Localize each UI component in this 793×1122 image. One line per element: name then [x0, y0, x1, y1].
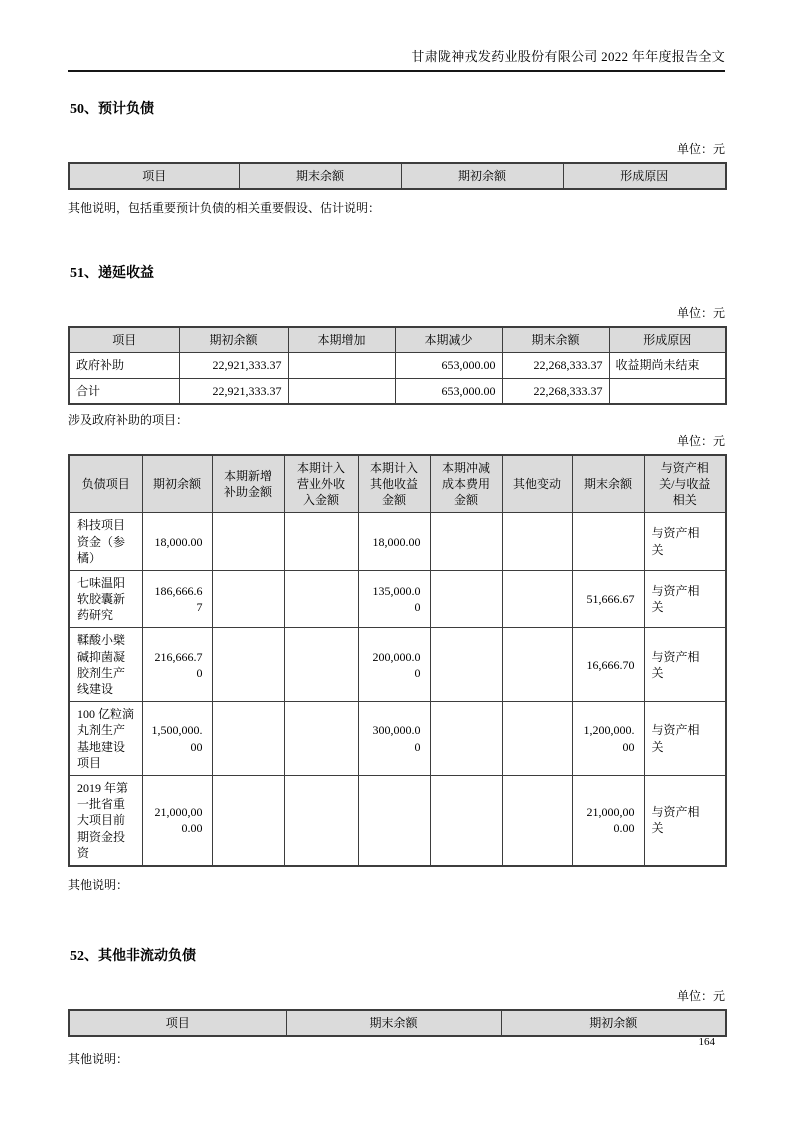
- table-cell: 鞣酸小檗碱抑菌凝胶剂生产线建设: [69, 628, 142, 702]
- table-header-row: [69, 327, 726, 353]
- header-cell: 项目: [69, 1010, 286, 1036]
- table-cell: [212, 628, 284, 702]
- table-cell: 200,000.00: [358, 628, 430, 702]
- header-cell: 本期冲减成本费用金额: [430, 455, 502, 513]
- header-cell: 本期新增补助金额: [212, 455, 284, 513]
- table-cell: [572, 513, 644, 571]
- table-cell: 合计: [69, 378, 179, 404]
- table-cell: 2019 年第一批省重大项目前期资金投资: [69, 775, 142, 865]
- table-cell: 22,921,333.37: [179, 353, 288, 378]
- table-cell: 与资产相关: [644, 570, 726, 628]
- section-51-note: 其他说明：: [68, 877, 129, 892]
- table-cell: 1,200,000.00: [572, 702, 644, 776]
- header-cell: 期初余额: [179, 327, 288, 353]
- table-row: [69, 628, 726, 702]
- table-cell: 18,000.00: [358, 513, 430, 571]
- table-cell: [284, 628, 358, 702]
- header-cell: 形成原因: [563, 163, 726, 189]
- table-cell: [288, 378, 395, 404]
- government-grant-projects-label: 涉及政府补助的项目：: [68, 412, 189, 427]
- table-cell: 18,000.00: [142, 513, 212, 571]
- table-cell: 653,000.00: [395, 378, 502, 404]
- table-cell: [502, 775, 572, 865]
- header-cell: 期末余额: [239, 163, 401, 189]
- table-cell: [284, 513, 358, 571]
- table-row: [69, 378, 726, 404]
- header-cell: 项目: [69, 327, 179, 353]
- table-cell: [430, 702, 502, 776]
- table-header-row: [69, 163, 726, 189]
- table-cell: [212, 513, 284, 571]
- table-cell: [212, 702, 284, 776]
- table-cell: 135,000.00: [358, 570, 430, 628]
- header-cell: 本期增加: [288, 327, 395, 353]
- table-cell: [502, 570, 572, 628]
- table-cell: [284, 570, 358, 628]
- table-cell: [430, 513, 502, 571]
- header-cell: 其他变动: [502, 455, 572, 513]
- header-cell: 本期计入其他收益金额: [358, 455, 430, 513]
- unit-label-50: 单位：元: [676, 142, 725, 156]
- table-cell: [430, 628, 502, 702]
- table-cell: 21,000,000.00: [142, 775, 212, 865]
- table-cell: 186,666.67: [142, 570, 212, 628]
- table-cell: 科技项目资金（参橘）: [69, 513, 142, 571]
- table-cell: 653,000.00: [395, 353, 502, 378]
- table-cell: 22,921,333.37: [179, 378, 288, 404]
- header-cell: 负债项目: [69, 455, 142, 513]
- table-cell: 16,666.70: [572, 628, 644, 702]
- government-grant-projects-table: [68, 454, 727, 867]
- unit-label-51b: 单位：元: [676, 433, 725, 448]
- table-cell: [430, 570, 502, 628]
- table-header-row: [69, 455, 726, 513]
- table-cell: 与资产相关: [644, 775, 726, 865]
- table-cell: [284, 775, 358, 865]
- table-row: [69, 702, 726, 776]
- section-52-heading: 52、其他非流动负债: [70, 948, 196, 964]
- deferred-income-table: [68, 326, 727, 405]
- page-number: 164: [698, 1036, 715, 1048]
- table-cell: 22,268,333.37: [502, 378, 609, 404]
- table-row: [69, 513, 726, 571]
- unit-label-52: 单位：元: [676, 988, 725, 1003]
- header-cell: 期初余额: [142, 455, 212, 513]
- other-noncurrent-liabilities-table: [68, 1009, 727, 1037]
- table-cell: [430, 775, 502, 865]
- table-cell: 收益期尚未结束: [609, 353, 726, 378]
- table-cell: 22,268,333.37: [502, 353, 609, 378]
- table-cell: [502, 628, 572, 702]
- header-cell: 本期减少: [395, 327, 502, 353]
- table-row: [69, 353, 726, 378]
- table-cell: 与资产相关: [644, 702, 726, 776]
- unit-label-51: 单位：元: [676, 306, 725, 321]
- section-51-heading: 51、递延收益: [70, 266, 154, 282]
- estimated-liabilities-table: [68, 162, 727, 190]
- table-cell: [212, 775, 284, 865]
- table-cell: [358, 775, 430, 865]
- table-cell: 1,500,000.00: [142, 702, 212, 776]
- report-header-title: 甘肃陇神戎发药业股份有限公司 2022 年年度报告全文: [68, 46, 725, 72]
- table-cell: 51,666.67: [572, 570, 644, 628]
- table-cell: 政府补助: [69, 353, 179, 378]
- table-cell: [288, 353, 395, 378]
- table-cell: 21,000,000.00: [572, 775, 644, 865]
- table-row: [69, 775, 726, 865]
- header-cell: 项目: [69, 163, 239, 189]
- section-50-note: 其他说明，包括重要预计负债的相关重要假设、估计说明：: [68, 201, 381, 216]
- section-52-note: 其他说明：: [68, 1052, 129, 1067]
- header-cell: 期初余额: [501, 1010, 726, 1036]
- table-cell: [212, 570, 284, 628]
- table-header-row: [69, 1010, 726, 1036]
- table-cell: 100 亿粒滴丸剂生产基地建设项目: [69, 702, 142, 776]
- table-cell: 300,000.00: [358, 702, 430, 776]
- table-row: [69, 570, 726, 628]
- table-cell: [502, 513, 572, 571]
- header-cell: 期末余额: [286, 1010, 501, 1036]
- header-cell: 形成原因: [609, 327, 726, 353]
- table-cell: 与资产相关: [644, 513, 726, 571]
- header-cell: 与资产相关/与收益相关: [644, 455, 726, 513]
- section-50-heading: 50、预计负债: [70, 102, 154, 117]
- header-cell: 期末余额: [502, 327, 609, 353]
- table-cell: [502, 702, 572, 776]
- table-cell: 七味温阳软胶囊新药研究: [69, 570, 142, 628]
- header-cell: 期初余额: [401, 163, 563, 189]
- table-cell: 216,666.70: [142, 628, 212, 702]
- table-cell: 与资产相关: [644, 628, 726, 702]
- header-cell: 本期计入营业外收入金额: [284, 455, 358, 513]
- table-cell: [609, 378, 726, 404]
- header-cell: 期末余额: [572, 455, 644, 513]
- table-cell: [284, 702, 358, 776]
